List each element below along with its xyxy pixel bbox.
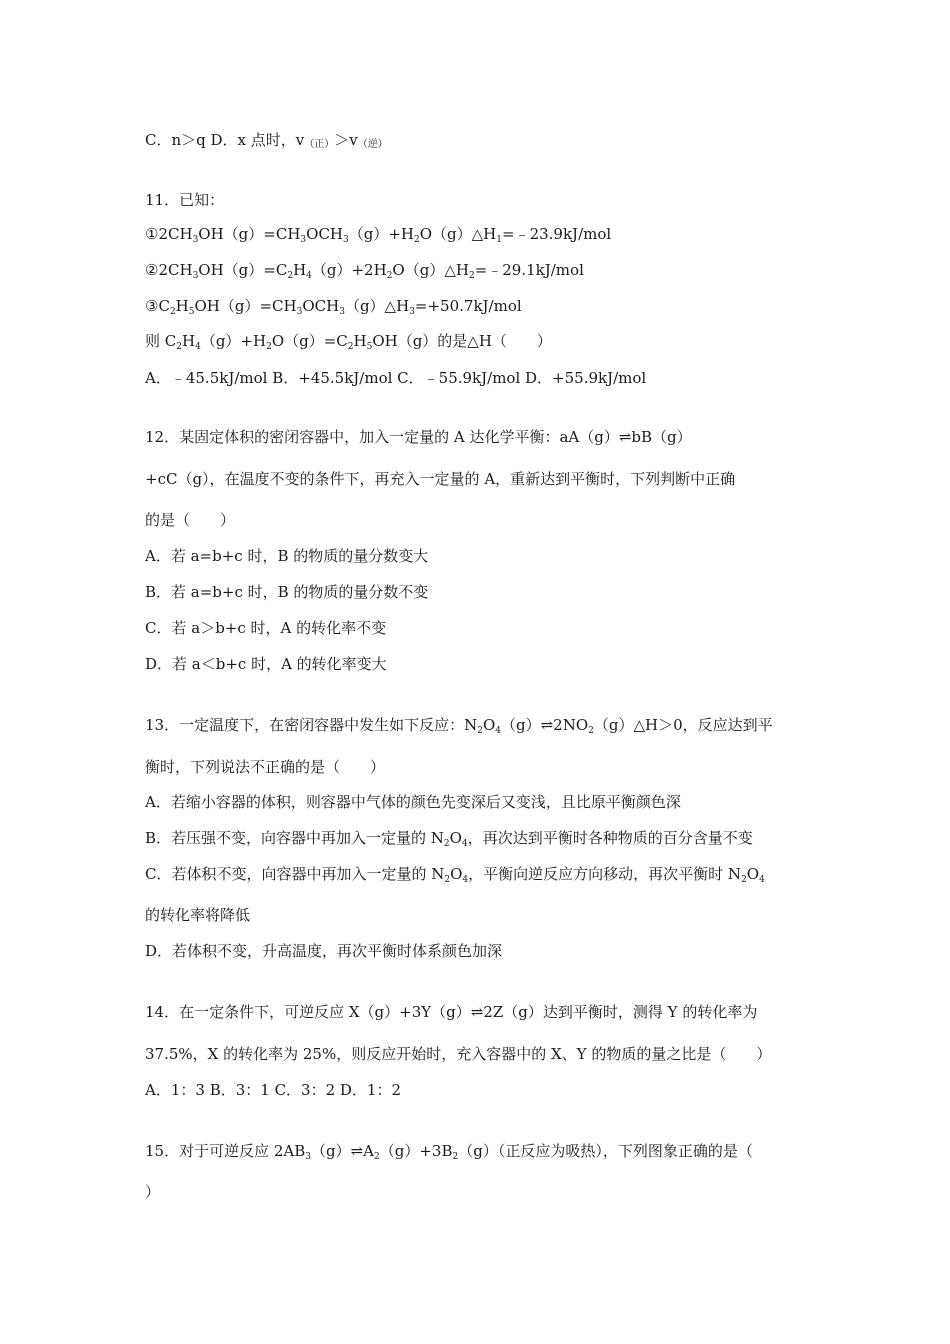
q11-options: A．﹣45.5kJ/mol B．+45.5kJ/mol C．﹣55.9kJ/mol D．+55.9kJ/mol (145, 369, 647, 387)
q11-equation-3: $③C_2H_5OH(g)=CH_3OCH_3(g)\triangle H_3=+50.7kJ$/mol (145, 297, 522, 317)
q12-stem-line3: 的是（ ） (145, 511, 236, 529)
q11-stem: 11．已知： (145, 191, 225, 209)
q11-question: 则 $C_2H_4(g)+H_2O(g)=C_2H_5OH(g)$的是△H（ ） (145, 332, 552, 352)
q13-stem-line1: 13．一定温度下，在密闭容器中发生如下反应：$N_2O_4(g)\rightleftharpoons 2NO_2(g)\triangle H>0$，反应达到平 (145, 716, 773, 736)
q11-equation-2: $②2CH_3OH(g)=C_2H_4(g)+2H_2O(g)\triangle H_2=﹣29.1kJ$/mol (145, 261, 584, 281)
q12-stem-line2: +cC（g），在温度不变的条件下，再充入一定量的 A，重新达到平衡时，下列判断中正确 (145, 470, 736, 488)
q13-option-b: B．若压强不变，向容器中再加入一定量的 $N_2O_4$，再次达到平衡时各种物质的百分含量不变 (145, 829, 753, 849)
q13-option-a: A．若缩小容器的体积，则容器中气体的颜色先变深后又变浅，且比原平衡颜色深 (145, 793, 681, 811)
q15-stem-line1: 15．对于可逆反应 $2AB_3(g)\rightleftharpoons A_2(g)+3B_2(g)$（正反应为吸热），下列图象正确的是（ (145, 1142, 753, 1162)
q12-option-a: A．若 a=b+c 时，B 的物质的量分数变大 (145, 547, 429, 565)
q12-option-d: D．若 a＜b+c 时，A 的转化率变大 (145, 655, 387, 673)
q13-option-d: D．若体积不变，升高温度，再次平衡时体系颜色加深 (145, 942, 503, 960)
q13-option-c-line1: C．若体积不变，向容器中再加入一定量的 $N_2O_4$，平衡向逆反应方向移动，再次平衡时 $N_2O_4$ (145, 865, 765, 885)
q13-stem-line2: 衡时，下列说法不正确的是（ ） (145, 758, 386, 776)
q15-stem-line2: ） (145, 1183, 161, 1201)
q14-stem-line1: 14．在一定条件下，可逆反应 X（g）+3Y（g）⇌2Z（g）达到平衡时，测得 Y 的转化率为 (145, 1003, 758, 1021)
q11-equation-1: $①2CH_3OH(g)=CH_3OCH_3(g)+H_2O(g)\triangle H_1=﹣23.9kJ$/mol (145, 225, 612, 245)
q10-options-continued: C．n＞q D．x 点时，v（正）＞v（逆） (145, 131, 388, 150)
q12-option-b: B．若 a=b+c 时，B 的物质的量分数不变 (145, 583, 429, 601)
q12-option-c: C．若 a＞b+c 时，A 的转化率不变 (145, 619, 387, 637)
q14-options: A．1：3 B．3：1 C．3：2 D．1：2 (145, 1081, 402, 1099)
q12-stem-line1: 12．某固定体积的密闭容器中，加入一定量的 A 达化学平衡：aA（g）⇌bB（g） (145, 428, 692, 446)
q13-option-c-line2: 的转化率将降低 (145, 906, 251, 924)
q14-stem-line2: 37.5%，X 的转化率为 25%，则反应开始时，充入容器中的 X、Y 的物质的量之比是（ ） (145, 1045, 772, 1063)
